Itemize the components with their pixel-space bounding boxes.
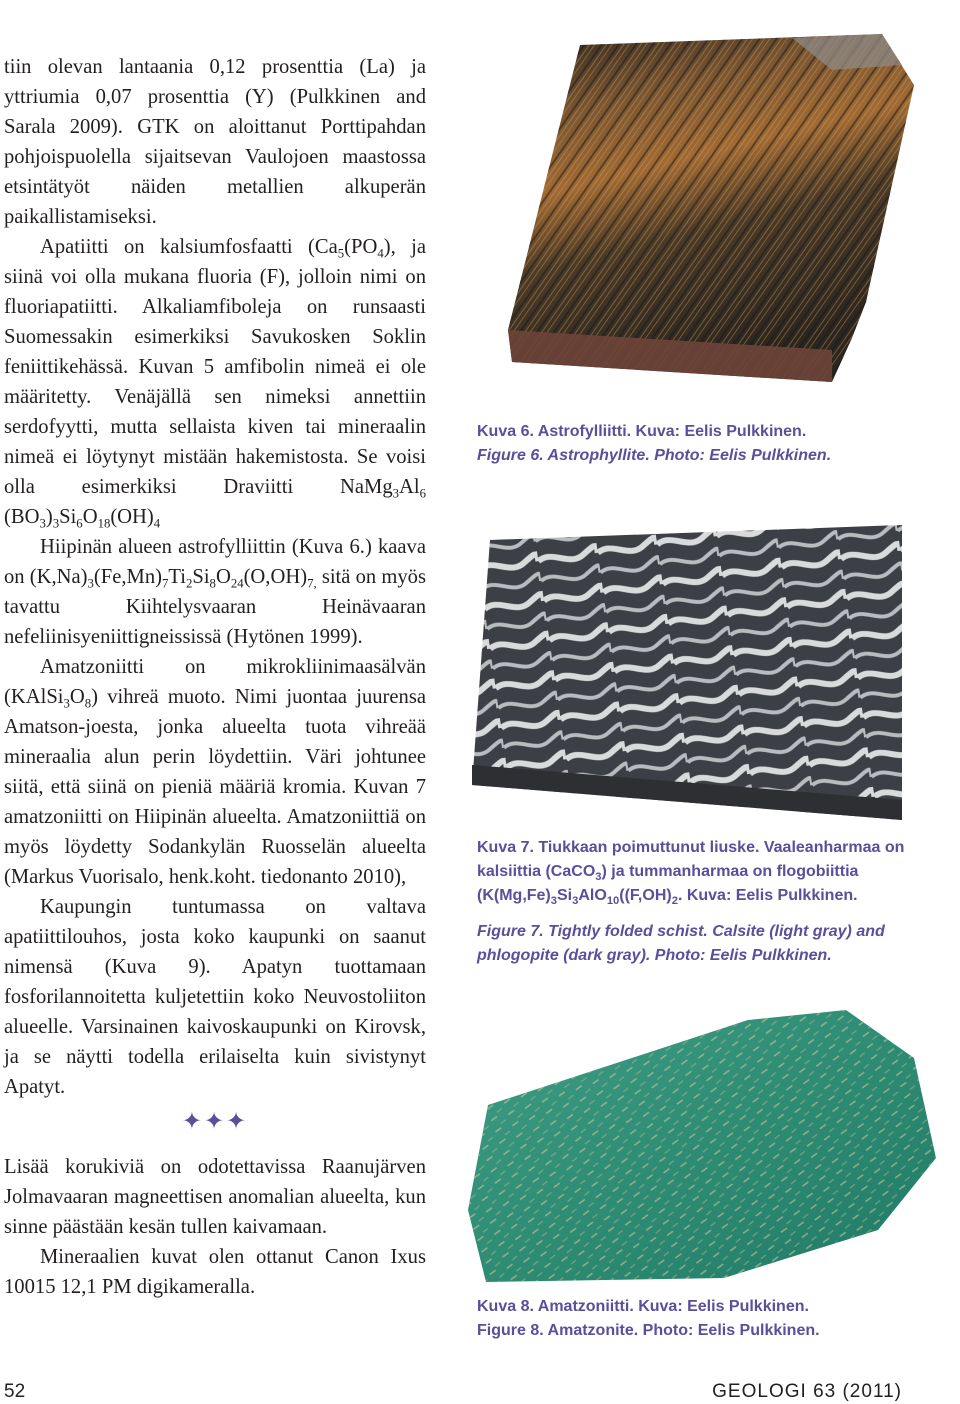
- figure-6-caption-fi: Kuva 6. Astrofylliitti. Kuva: Eelis Pulkkinen.: [477, 423, 807, 440]
- figure-6-caption: [477, 420, 927, 468]
- figure-6-photo: [502, 30, 932, 405]
- figure-6-caption-en: Figure 6. Astrophyllite. Photo: Eelis Pulkkinen.: [477, 447, 832, 464]
- figure-8-caption: [477, 1295, 927, 1343]
- figure-7-caption: [477, 836, 927, 968]
- paragraph-5: Kaupungin tuntumassa on valtava apatiittilouhos, josta koko kaupunki on saanut nimensä (Kuva 9). Apatyn tuottamaan fosforilannoitetta kuljetettiin koko Neuvostoliiton alueelle. Varsinainen kaivoskaupunki on Kirovsk, ja se näytti todella erilaiselta kuin sivistynyt Apatyt.: [4, 896, 426, 1098]
- paragraph-7: Mineraalien kuvat olen ottanut Canon Ixus 10015 12,1 PM digikameralla.: [4, 1246, 426, 1298]
- journal-footer: GEOLOGI 63 (2011): [712, 1381, 902, 1402]
- figure-8-caption-fi: Kuva 8. Amatzoniitti. Kuva: Eelis Pulkkinen.: [477, 1298, 809, 1315]
- figure-7-caption-fi: Kuva 7. Tiukkaan poimuttunut liuske. Vaaleanharmaa on kalsiittia (CaCO$_3$) ja tummanharmaa on flogobiittia ($K(Mg,Fe)_3Si_3AlO_{10}((F,OH)_2$. Kuva: Eelis Pulkkinen.: [477, 839, 905, 907]
- figure-8-photo: [468, 1010, 938, 1290]
- figure-7-caption-en: Figure 7. Tightly folded schist. Calsite (light gray) and phlogopite (dark gray). Photo: Eelis Pulkkinen.: [477, 923, 885, 964]
- section-separator: ✦✦✦: [181, 1107, 249, 1135]
- paragraph-6: Lisää korukiviä on odotettavissa Raanujärven Jolmavaaran magneettisen anomalian alueelta, kun sinne päästään kesän tullen kaivamaan.: [4, 1156, 426, 1238]
- body-text-column: [4, 52, 426, 1302]
- paragraph-3: Hiipinän alueen astrofylliittin (Kuva 6.) kaava on $(K,Na)_3(Fe,Mn)_7Ti_2Si_8O_{24}(O,OH)_{7,}$ sitä on myös tavattu Kiihtelysvaaran Heinävaaran nefeliinisyeniittigneississä (Hytönen 1999).: [4, 536, 426, 648]
- figure-8-caption-en: Figure 8. Amatzonite. Photo: Eelis Pulkkinen.: [477, 1322, 820, 1339]
- paragraph-4: Amatzoniitti on mikrokliinimaasälvän $(KAlSi_3O_8)$ vihreä muoto. Nimi juontaa juurensa Amatson-joesta, jonka alueelta tuota vihreää mineraalia alun perin löydettiin. Väri johtunee siitä, että siinä on pieniä määriä kromia. Kuvan 7 amatzoniitti on Hiipinän alueelta. Amatzoniittiä on myös löydetty Sodankylän Ruosselän alueelta (Markus Vuorisalo, henk.koht. tiedonanto 2010),: [4, 656, 426, 888]
- paragraph-2: Apatiitti on kalsiumfosfaatti ($Ca_5(PO_4)$, ja siinä voi olla mukana fluoria (F), jolloin nimi on fluoriapatiitti. Alkaliamfiboleja on runsaasti Suomessakin esimerkiksi Savukosken Soklin feniittikehässä. Kuvan 5 amfibolin nimeä ei ole määritetty. Venäjällä sen nimeksi annettiin serdofyytti, mutta sellaista kiven tai mineraalin nimeä ei löytynyt mistään hakemistosta. Se voisi olla esimerkiksi Draviitti $NaMg_3Al_6$ $(BO_3)_3Si_6O_{18}(OH)_4$: [4, 236, 426, 531]
- page-number: 52: [4, 1381, 26, 1402]
- paragraph-1: tiin olevan lantaania 0,12 prosenttia (La) ja yttriumia 0,07 prosenttia (Y) (Pulkkinen and Sarala 2009). GTK on aloittanut Porttipahdan pohjoispuolella sijaitsevan Vaulojoen maastossa etsintätyöt näiden metallien alkuperän paikallistamiseksi.: [4, 56, 426, 228]
- figure-7-photo: [472, 520, 912, 820]
